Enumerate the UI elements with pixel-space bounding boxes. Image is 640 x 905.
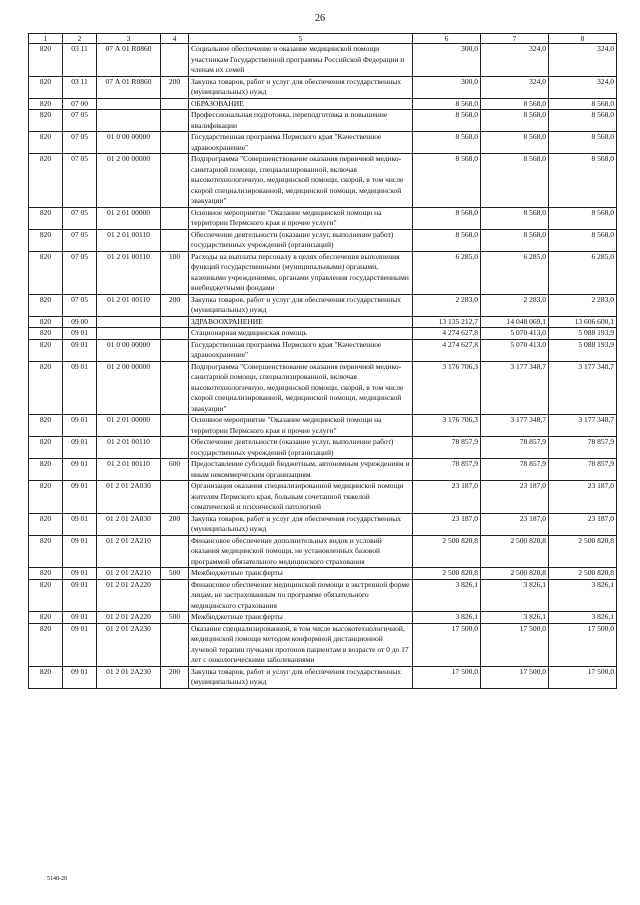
amount-cell: 2 283,0 xyxy=(481,294,549,316)
table-row xyxy=(29,568,617,580)
target-article-cell: 01 2 00 00000 xyxy=(97,361,161,415)
amount-cell: 8 568,0 xyxy=(413,132,481,154)
table-row xyxy=(29,110,617,132)
table-row xyxy=(29,513,617,535)
table-row xyxy=(29,44,617,77)
admin-code-cell: 820 xyxy=(29,328,63,340)
target-article-cell: 01 2 01 00110 xyxy=(97,229,161,251)
target-article-cell xyxy=(97,328,161,340)
amount-cell: 5 070 413,0 xyxy=(481,339,549,361)
section-code-cell: 09 01 xyxy=(63,361,97,415)
table-row xyxy=(29,579,617,612)
amount-cell: 2 500 820,8 xyxy=(549,568,617,580)
expense-type-cell xyxy=(161,132,189,154)
section-code-cell: 07 05 xyxy=(63,294,97,316)
description-cell: Закупка товаров, работ и услуг для обеспечения государственных (муниципальных) нужд xyxy=(189,76,413,98)
admin-code-cell: 820 xyxy=(29,612,63,624)
admin-code-cell: 820 xyxy=(29,459,63,481)
amount-cell: 14 048 069,1 xyxy=(481,316,549,328)
table-row xyxy=(29,251,617,294)
expense-type-cell xyxy=(161,316,189,328)
expense-type-cell: 100 xyxy=(161,251,189,294)
description-cell: Межбюджетные трансферты xyxy=(189,612,413,624)
description-cell: Обеспечение деятельности (оказание услуг, выполнение работ) государственных учреждений (организаций) xyxy=(189,229,413,251)
expense-type-cell xyxy=(161,481,189,514)
table-row xyxy=(29,612,617,624)
admin-code-cell: 820 xyxy=(29,623,63,666)
target-article-cell: 01 2 01 2А210 xyxy=(97,568,161,580)
description-cell: Профессиональная подготовка, переподготовка и повышение квалификации xyxy=(189,110,413,132)
amount-cell: 17 500,0 xyxy=(549,666,617,688)
amount-cell: 2 500 820,8 xyxy=(413,535,481,568)
table-row xyxy=(29,294,617,316)
target-article-cell: 01 2 01 2А230 xyxy=(97,666,161,688)
section-code-cell: 07 05 xyxy=(63,229,97,251)
target-article-cell: 01 2 01 2А220 xyxy=(97,612,161,624)
table-row xyxy=(29,415,617,437)
table-row xyxy=(29,437,617,459)
amount-cell: 3 826,1 xyxy=(549,612,617,624)
table-row xyxy=(29,666,617,688)
section-code-cell: 07 05 xyxy=(63,154,97,208)
expense-type-cell xyxy=(161,623,189,666)
amount-cell: 23 187,0 xyxy=(481,481,549,514)
amount-cell: 4 274 627,8 xyxy=(413,339,481,361)
target-article-cell: 01 2 00 00000 xyxy=(97,154,161,208)
target-article-cell: 01 2 01 2А030 xyxy=(97,513,161,535)
amount-cell: 3 826,1 xyxy=(413,579,481,612)
amount-cell: 300,0 xyxy=(413,44,481,77)
description-cell: Подпрограмма "Совершенствование оказания первичной медико-санитарной помощи, специализированной, включая высокотехнологичную, медицинской помощи, скорой, в том числе скорой специализированной, медицинской помощи, медицинской эвакуации" xyxy=(189,361,413,415)
amount-cell: 17 500,0 xyxy=(549,623,617,666)
section-code-cell: 09 01 xyxy=(63,437,97,459)
section-code-cell: 07 05 xyxy=(63,110,97,132)
amount-cell: 3 826,1 xyxy=(481,612,549,624)
amount-cell: 13 135 212,7 xyxy=(413,316,481,328)
table-row xyxy=(29,339,617,361)
description-cell: Расходы на выплаты персоналу в целях обеспечения выполнения функций государственными (муниципальными) органами, казенными учреждениями, органами управления государственными внебюджетными фондами xyxy=(189,251,413,294)
expense-type-cell xyxy=(161,535,189,568)
expense-type-cell: 500 xyxy=(161,568,189,580)
table-row xyxy=(29,316,617,328)
target-article-cell: 01 2 01 2А210 xyxy=(97,535,161,568)
admin-code-cell: 820 xyxy=(29,76,63,98)
column-header: 5 xyxy=(189,34,413,44)
section-code-cell: 09 01 xyxy=(63,666,97,688)
section-code-cell: 07 05 xyxy=(63,251,97,294)
description-cell: ОБРАЗОВАНИЕ xyxy=(189,98,413,110)
expense-type-cell: 200 xyxy=(161,666,189,688)
admin-code-cell: 820 xyxy=(29,415,63,437)
target-article-cell: 01 2 01 00000 xyxy=(97,415,161,437)
description-cell: Предоставление субсидий бюджетным, автономным учреждениям и иным некоммерческим организациям xyxy=(189,459,413,481)
table-row xyxy=(29,361,617,415)
expense-type-cell: 500 xyxy=(161,612,189,624)
description-cell: Финансовое обеспечение дополнительных видов и условий оказания медицинской помощи, не установленных базовой программой обязательного медицинского страхования xyxy=(189,535,413,568)
admin-code-cell: 820 xyxy=(29,98,63,110)
section-code-cell: 09 01 xyxy=(63,415,97,437)
amount-cell: 78 857,9 xyxy=(549,459,617,481)
description-cell: Социальное обеспечение и оказание медицинской помощи участникам Государственной программы Российской Федерации и членам их семей xyxy=(189,44,413,77)
amount-cell: 13 606 600,1 xyxy=(549,316,617,328)
admin-code-cell: 820 xyxy=(29,251,63,294)
amount-cell: 17 500,0 xyxy=(481,623,549,666)
amount-cell: 8 568,0 xyxy=(481,132,549,154)
amount-cell: 6 285,0 xyxy=(549,251,617,294)
amount-cell: 8 568,0 xyxy=(413,207,481,229)
target-article-cell: 01 2 01 00110 xyxy=(97,459,161,481)
column-header: 2 xyxy=(63,34,97,44)
description-cell: Организация оказания специализированной медицинской помощи жителям Пермского края, больным сочетанной тяжелой соматической и психической патологией xyxy=(189,481,413,514)
admin-code-cell: 820 xyxy=(29,294,63,316)
description-cell: Финансовое обеспечение медицинской помощи в экстренной форме лицам, не застрахованным по программе обязательного медицинского страхования xyxy=(189,579,413,612)
table-row xyxy=(29,623,617,666)
section-code-cell: 09 01 xyxy=(63,481,97,514)
amount-cell: 2 500 820,8 xyxy=(481,535,549,568)
amount-cell: 2 283,0 xyxy=(413,294,481,316)
amount-cell: 17 500,0 xyxy=(481,666,549,688)
amount-cell: 17 500,0 xyxy=(413,623,481,666)
amount-cell: 4 274 627,8 xyxy=(413,328,481,340)
table-row xyxy=(29,76,617,98)
amount-cell: 3 177 348,7 xyxy=(481,415,549,437)
description-cell: Закупка товаров, работ и услуг для обеспечения государственных (муниципальных) нужд xyxy=(189,294,413,316)
amount-cell: 324,0 xyxy=(549,76,617,98)
amount-cell: 5 070 413,0 xyxy=(481,328,549,340)
admin-code-cell: 820 xyxy=(29,481,63,514)
amount-cell: 6 285,0 xyxy=(413,251,481,294)
amount-cell: 23 187,0 xyxy=(413,513,481,535)
admin-code-cell: 820 xyxy=(29,154,63,208)
section-code-cell: 09 01 xyxy=(63,339,97,361)
target-article-cell xyxy=(97,98,161,110)
section-code-cell: 09 01 xyxy=(63,535,97,568)
description-cell: Государственная программа Пермского края "Качественное здравоохранение" xyxy=(189,339,413,361)
target-article-cell: 01 2 01 2А030 xyxy=(97,481,161,514)
expense-type-cell: 200 xyxy=(161,294,189,316)
description-cell: Оказание специализированной, в том числе высокотехнологичной, медицинской помощи методом конформной дистанционной лучевой терапии пучками протонов пациентам в возрасте от 0 до 17 лет с онкологическими заболеваниями xyxy=(189,623,413,666)
target-article-cell xyxy=(97,110,161,132)
expense-type-cell xyxy=(161,328,189,340)
section-code-cell: 03 11 xyxy=(63,44,97,77)
admin-code-cell: 820 xyxy=(29,44,63,77)
column-header: 3 xyxy=(97,34,161,44)
expense-type-cell xyxy=(161,207,189,229)
target-article-cell: 01 2 01 00110 xyxy=(97,294,161,316)
amount-cell: 78 857,9 xyxy=(549,437,617,459)
expense-type-cell: 200 xyxy=(161,76,189,98)
amount-cell: 23 187,0 xyxy=(549,513,617,535)
target-article-cell: 01 2 01 2А220 xyxy=(97,579,161,612)
amount-cell: 2 283,0 xyxy=(549,294,617,316)
amount-cell: 8 568,0 xyxy=(481,98,549,110)
amount-cell: 3 177 348,7 xyxy=(549,415,617,437)
table-row xyxy=(29,535,617,568)
section-code-cell: 09 01 xyxy=(63,568,97,580)
section-code-cell: 07 00 xyxy=(63,98,97,110)
table-row xyxy=(29,98,617,110)
amount-cell: 5 088 193,9 xyxy=(549,339,617,361)
amount-cell: 17 500,0 xyxy=(413,666,481,688)
footer-code: 5148-20 xyxy=(47,876,67,882)
table-header-row xyxy=(29,34,617,44)
expense-type-cell: 600 xyxy=(161,459,189,481)
column-header: 6 xyxy=(413,34,481,44)
amount-cell: 324,0 xyxy=(481,44,549,77)
amount-cell: 78 857,9 xyxy=(481,459,549,481)
admin-code-cell: 820 xyxy=(29,207,63,229)
admin-code-cell: 820 xyxy=(29,339,63,361)
column-header: 7 xyxy=(481,34,549,44)
section-code-cell: 09 01 xyxy=(63,623,97,666)
amount-cell: 2 500 820,8 xyxy=(413,568,481,580)
amount-cell: 2 500 820,8 xyxy=(481,568,549,580)
description-cell: Обеспечение деятельности (оказание услуг, выполнение работ) государственных учреждений (организаций) xyxy=(189,437,413,459)
target-article-cell: 01 0 00 00000 xyxy=(97,132,161,154)
amount-cell: 6 285,0 xyxy=(481,251,549,294)
amount-cell: 3 826,1 xyxy=(549,579,617,612)
target-article-cell: 07 А 01 R0860 xyxy=(97,76,161,98)
budget-table xyxy=(28,33,617,689)
amount-cell: 8 568,0 xyxy=(413,154,481,208)
admin-code-cell: 820 xyxy=(29,229,63,251)
table-row xyxy=(29,481,617,514)
section-code-cell: 07 05 xyxy=(63,207,97,229)
amount-cell: 3 177 348,7 xyxy=(549,361,617,415)
amount-cell: 23 187,0 xyxy=(549,481,617,514)
expense-type-cell xyxy=(161,44,189,77)
description-cell: Государственная программа Пермского края "Качественное здравоохранение" xyxy=(189,132,413,154)
amount-cell: 3 176 706,3 xyxy=(413,415,481,437)
amount-cell: 8 568,0 xyxy=(549,110,617,132)
admin-code-cell: 820 xyxy=(29,568,63,580)
table-row xyxy=(29,132,617,154)
amount-cell: 8 568,0 xyxy=(549,154,617,208)
amount-cell: 8 568,0 xyxy=(549,207,617,229)
description-cell: Межбюджетные трансферты xyxy=(189,568,413,580)
section-code-cell: 09 01 xyxy=(63,612,97,624)
admin-code-cell: 820 xyxy=(29,579,63,612)
amount-cell: 78 857,9 xyxy=(413,459,481,481)
amount-cell: 8 568,0 xyxy=(549,98,617,110)
target-article-cell: 01 2 01 00110 xyxy=(97,251,161,294)
description-cell: Подпрограмма "Совершенствование оказания первичной медико-санитарной помощи, специализированной, включая высокотехнологичную, медицинской помощи, скорой, в том числе скорой специализированной, медицинской помощи, медицинской эвакуации" xyxy=(189,154,413,208)
expense-type-cell xyxy=(161,415,189,437)
admin-code-cell: 820 xyxy=(29,361,63,415)
description-cell: Закупка товаров, работ и услуг для обеспечения государственных (муниципальных) нужд xyxy=(189,666,413,688)
admin-code-cell: 820 xyxy=(29,666,63,688)
column-header: 1 xyxy=(29,34,63,44)
admin-code-cell: 820 xyxy=(29,110,63,132)
description-cell: Закупка товаров, работ и услуг для обеспечения государственных (муниципальных) нужд xyxy=(189,513,413,535)
amount-cell: 8 568,0 xyxy=(413,98,481,110)
amount-cell: 324,0 xyxy=(549,44,617,77)
amount-cell: 324,0 xyxy=(481,76,549,98)
table-row xyxy=(29,207,617,229)
expense-type-cell xyxy=(161,154,189,208)
target-article-cell: 01 2 01 2А230 xyxy=(97,623,161,666)
amount-cell: 8 568,0 xyxy=(549,229,617,251)
column-header: 8 xyxy=(549,34,617,44)
expense-type-cell xyxy=(161,579,189,612)
table-row xyxy=(29,154,617,208)
amount-cell: 8 568,0 xyxy=(413,110,481,132)
table-body xyxy=(29,44,617,689)
amount-cell: 2 500 820,8 xyxy=(549,535,617,568)
section-code-cell: 09 00 xyxy=(63,316,97,328)
column-header: 4 xyxy=(161,34,189,44)
table-row xyxy=(29,328,617,340)
section-code-cell: 09 01 xyxy=(63,328,97,340)
description-cell: ЗДРАВООХРАНЕНИЕ xyxy=(189,316,413,328)
target-article-cell: 01 2 01 00110 xyxy=(97,437,161,459)
amount-cell: 3 176 706,3 xyxy=(413,361,481,415)
section-code-cell: 07 05 xyxy=(63,132,97,154)
admin-code-cell: 820 xyxy=(29,437,63,459)
amount-cell: 300,0 xyxy=(413,76,481,98)
target-article-cell: 01 0 00 00000 xyxy=(97,339,161,361)
page-number: 26 xyxy=(315,13,325,24)
description-cell: Основное мероприятие "Оказание медицинской помощи на территории Пермского края и прочие услуги" xyxy=(189,207,413,229)
section-code-cell: 03 11 xyxy=(63,76,97,98)
target-article-cell: 01 2 01 00000 xyxy=(97,207,161,229)
expense-type-cell xyxy=(161,110,189,132)
expense-type-cell xyxy=(161,361,189,415)
expense-type-cell xyxy=(161,229,189,251)
target-article-cell xyxy=(97,316,161,328)
amount-cell: 8 568,0 xyxy=(481,207,549,229)
amount-cell: 8 568,0 xyxy=(549,132,617,154)
admin-code-cell: 820 xyxy=(29,535,63,568)
admin-code-cell: 820 xyxy=(29,513,63,535)
admin-code-cell: 820 xyxy=(29,132,63,154)
amount-cell: 8 568,0 xyxy=(481,229,549,251)
description-cell: Стационарная медицинская помощь xyxy=(189,328,413,340)
expense-type-cell xyxy=(161,98,189,110)
section-code-cell: 09 01 xyxy=(63,513,97,535)
amount-cell: 23 187,0 xyxy=(413,481,481,514)
admin-code-cell: 820 xyxy=(29,316,63,328)
amount-cell: 3 826,1 xyxy=(413,612,481,624)
amount-cell: 8 568,0 xyxy=(481,110,549,132)
expense-type-cell xyxy=(161,437,189,459)
table-row xyxy=(29,459,617,481)
amount-cell: 78 857,9 xyxy=(413,437,481,459)
amount-cell: 3 826,1 xyxy=(481,579,549,612)
amount-cell: 78 857,9 xyxy=(481,437,549,459)
amount-cell: 8 568,0 xyxy=(413,229,481,251)
amount-cell: 8 568,0 xyxy=(481,154,549,208)
target-article-cell: 07 А 01 R0860 xyxy=(97,44,161,77)
amount-cell: 5 088 193,9 xyxy=(549,328,617,340)
section-code-cell: 09 01 xyxy=(63,579,97,612)
description-cell: Основное мероприятие "Оказание медицинской помощи на территории Пермского края и прочие услуги" xyxy=(189,415,413,437)
expense-type-cell xyxy=(161,339,189,361)
section-code-cell: 09 01 xyxy=(63,459,97,481)
amount-cell: 23 187,0 xyxy=(481,513,549,535)
expense-type-cell: 200 xyxy=(161,513,189,535)
table-row xyxy=(29,229,617,251)
amount-cell: 3 177 348,7 xyxy=(481,361,549,415)
